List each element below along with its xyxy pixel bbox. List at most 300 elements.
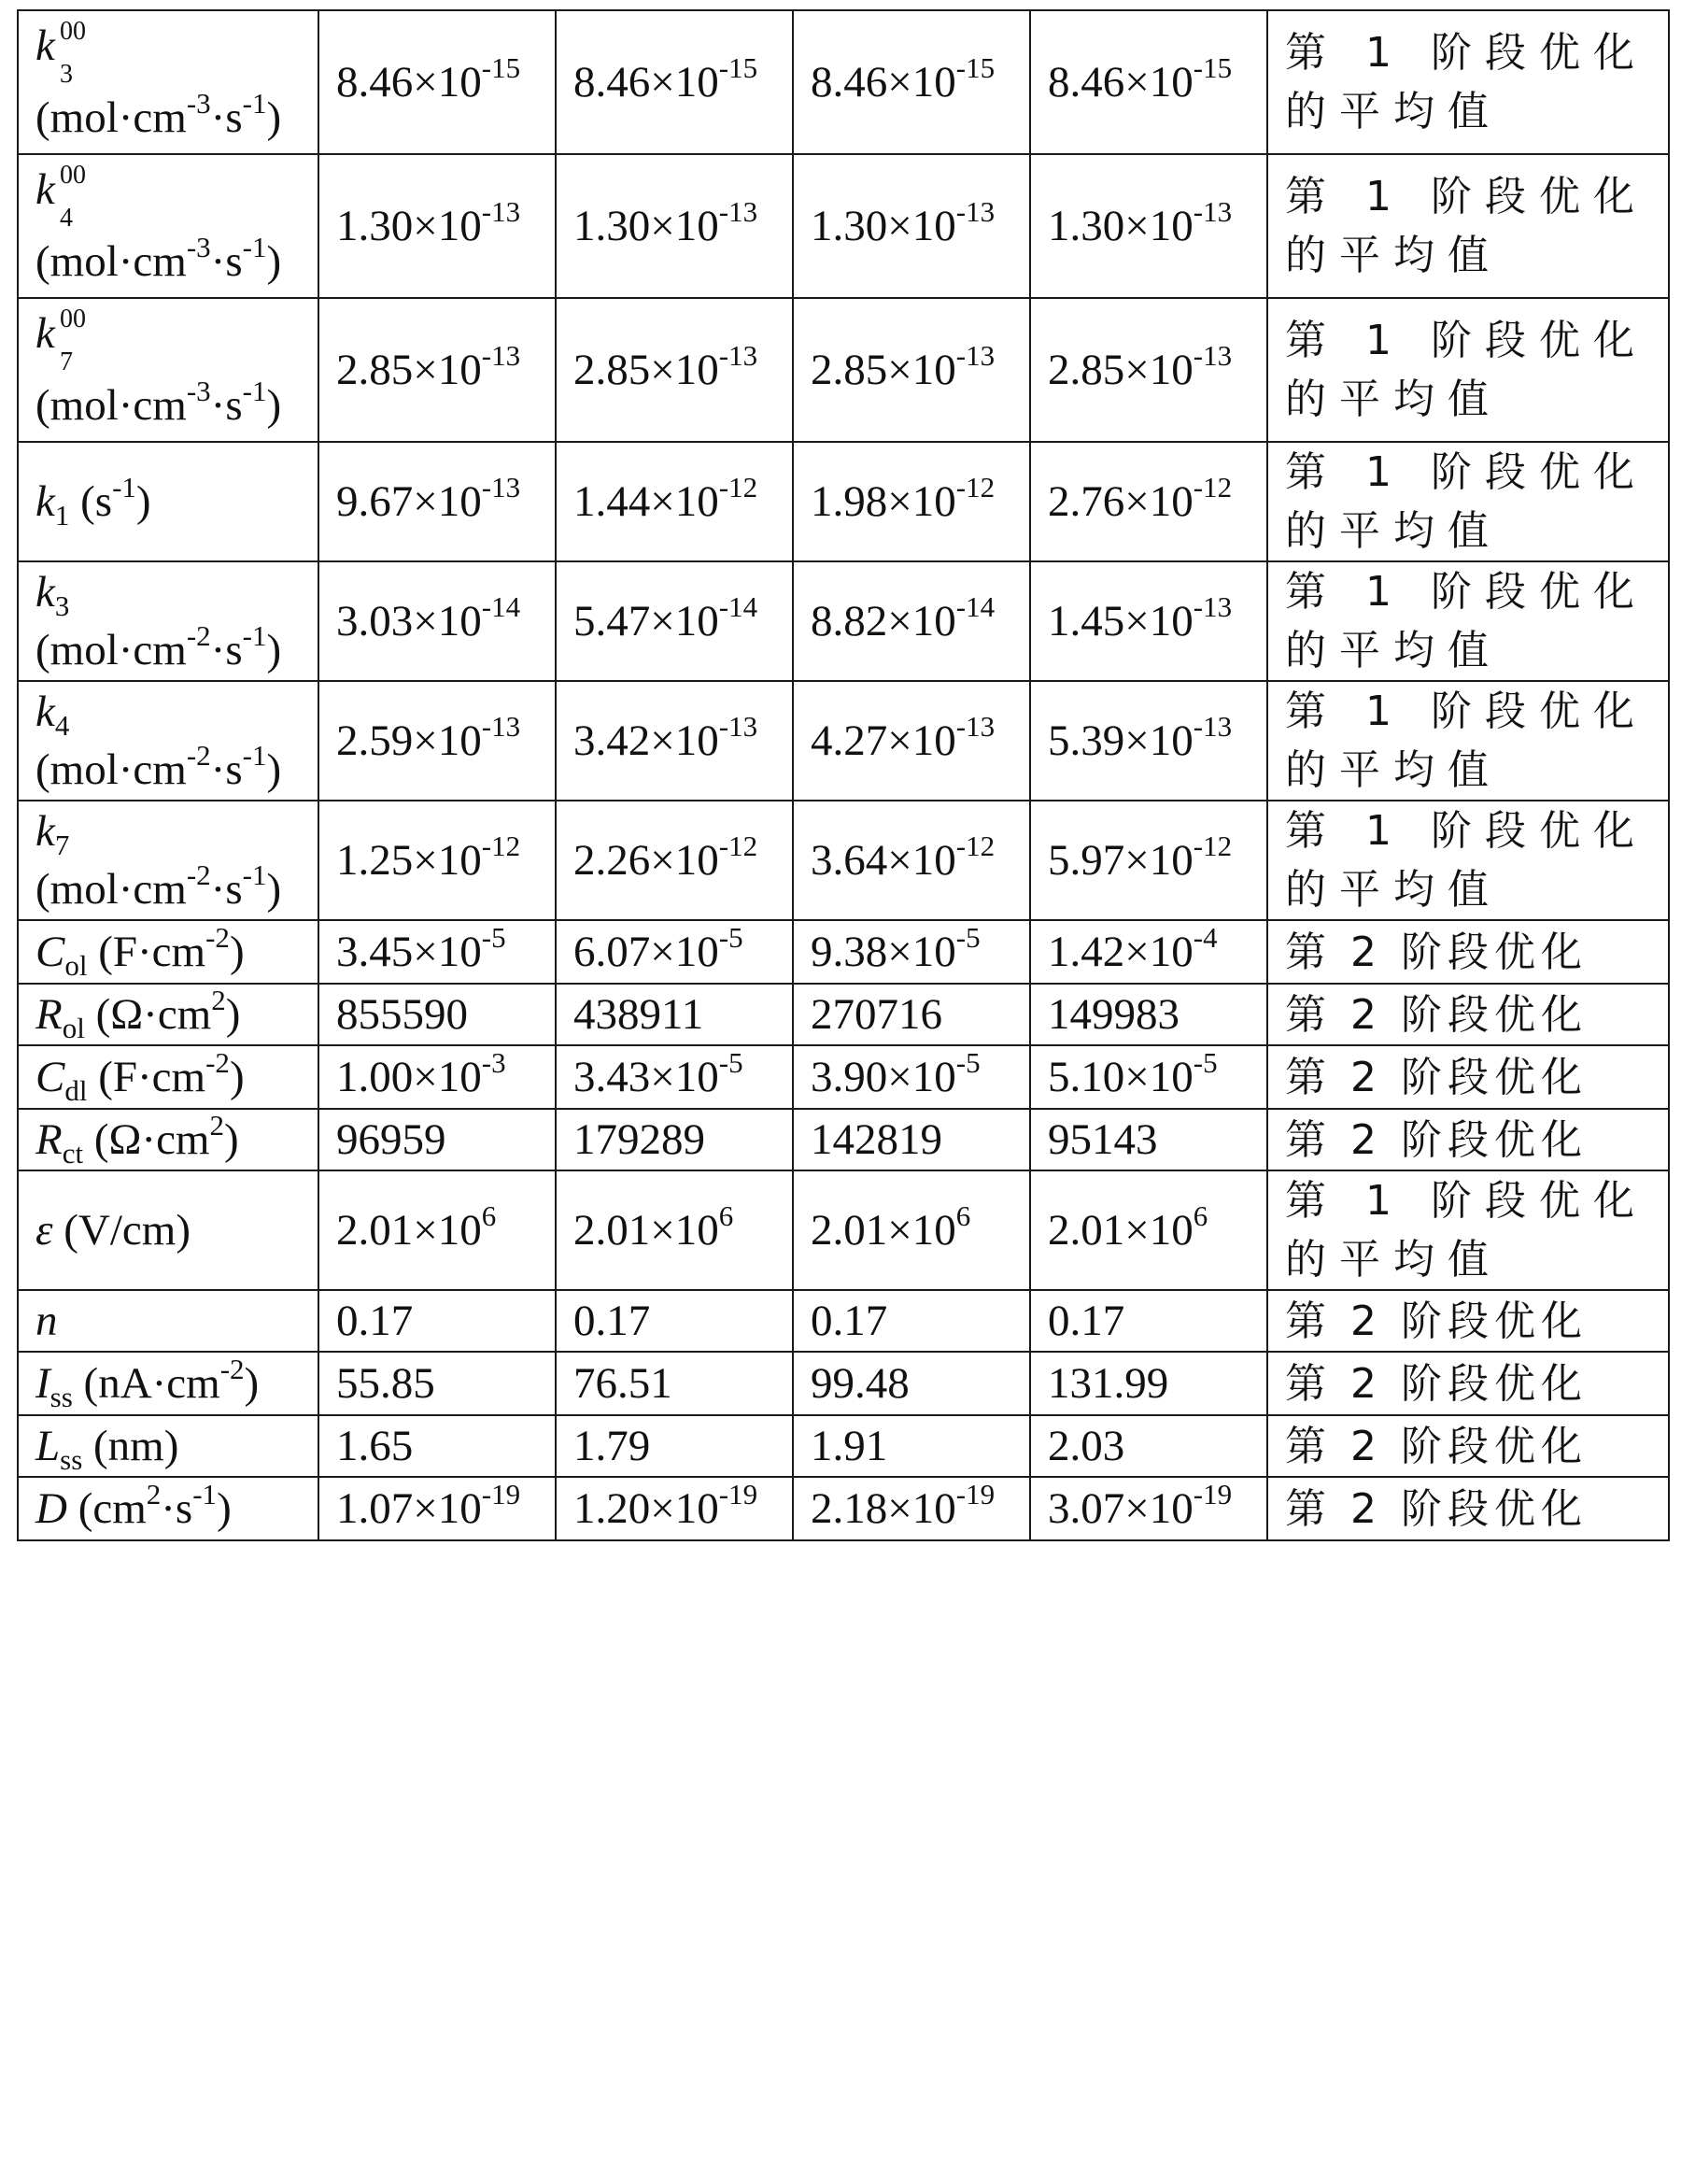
value-cell-2 — [556, 1170, 793, 1290]
parameter-unit: ·s — [210, 865, 243, 914]
value-exponent: -19 — [481, 1478, 521, 1510]
table-row — [18, 984, 1669, 1045]
value-mantissa: 149983 — [1048, 990, 1180, 1039]
value-cell-4 — [1030, 154, 1267, 298]
value-mantissa: 3.43×10 — [573, 1053, 719, 1101]
unit-exponent: -1 — [242, 739, 267, 772]
value-mantissa: 5.47×10 — [573, 597, 719, 645]
value-mantissa: 1.42×10 — [1048, 928, 1194, 976]
value-cell-3 — [793, 10, 1030, 154]
parameter-unit: (s — [69, 477, 113, 526]
parameter-unit: (mol·cm — [35, 381, 187, 430]
value-exponent: -13 — [1193, 339, 1233, 372]
value-mantissa: 5.39×10 — [1048, 716, 1194, 765]
parameter-cell — [18, 1109, 318, 1170]
parameter-cell — [18, 1290, 318, 1352]
value-exponent: -13 — [955, 339, 996, 372]
unit-exponent: -1 — [242, 231, 267, 263]
value-exponent: -13 — [1193, 710, 1233, 743]
value-cell-1 — [318, 10, 556, 154]
value-mantissa: 5.10×10 — [1048, 1053, 1194, 1101]
value-mantissa: 1.98×10 — [811, 477, 956, 526]
value-cell-3 — [793, 1109, 1030, 1170]
table-row — [18, 1170, 1669, 1290]
value-mantissa: 8.46×10 — [1048, 58, 1194, 106]
value-mantissa: 3.03×10 — [336, 597, 482, 645]
parameter-unit: (Ω·cm — [83, 1115, 210, 1164]
parameter-symbol: D — [35, 1484, 67, 1533]
parameter-subscript: ol — [64, 949, 88, 982]
parameter-subscript: ss — [60, 1443, 83, 1476]
note-cell — [1267, 298, 1669, 442]
unit-exponent: -1 — [242, 619, 267, 652]
unit-exponent: -1 — [192, 1478, 218, 1510]
value-cell-2 — [556, 1415, 793, 1477]
value-mantissa: 2.01×10 — [811, 1206, 956, 1255]
value-mantissa: 1.30×10 — [336, 202, 482, 250]
value-cell-4 — [1030, 442, 1267, 561]
value-exponent: -5 — [718, 1046, 743, 1079]
value-mantissa: 2.01×10 — [1048, 1206, 1194, 1255]
note-cell — [1267, 154, 1669, 298]
value-exponent: -12 — [718, 830, 758, 862]
value-mantissa: 1.30×10 — [1048, 202, 1194, 250]
note-cell — [1267, 681, 1669, 801]
parameter-unit: (mol·cm — [35, 745, 187, 794]
value-exponent: -3 — [481, 1046, 506, 1079]
value-cell-3 — [793, 1290, 1030, 1352]
value-mantissa: 2.85×10 — [1048, 346, 1194, 394]
note-text: 第 2 阶段优化 — [1285, 1053, 1588, 1101]
unit-exponent: 2 — [146, 1478, 162, 1510]
note-text: 第 1 阶段优化的平均值 — [1285, 448, 1647, 555]
value-exponent: -13 — [481, 195, 521, 228]
value-cell-2 — [556, 1045, 793, 1109]
value-exponent: 6 — [955, 1199, 971, 1232]
parameter-cell — [18, 1352, 318, 1415]
value-exponent: -13 — [1193, 590, 1233, 623]
parameter-subscript: ct — [62, 1137, 84, 1170]
parameter-letter: k — [35, 309, 55, 358]
value-mantissa: 8.46×10 — [336, 58, 482, 106]
value-cell-1 — [318, 920, 556, 984]
unit-exponent: -1 — [242, 858, 267, 891]
value-mantissa: 2.85×10 — [811, 346, 956, 394]
value-cell-4 — [1030, 1109, 1267, 1170]
value-cell-4 — [1030, 1352, 1267, 1415]
value-cell-3 — [793, 1045, 1030, 1109]
table-row — [18, 442, 1669, 561]
value-mantissa: 8.46×10 — [811, 58, 956, 106]
parameter-cell — [18, 1415, 318, 1477]
table-row — [18, 561, 1669, 681]
value-cell-3 — [793, 298, 1030, 442]
value-exponent: -13 — [1193, 195, 1233, 228]
value-exponent: -5 — [1193, 1046, 1218, 1079]
parameter-unit: (V/cm) — [52, 1206, 191, 1255]
value-mantissa: 1.79 — [573, 1422, 651, 1470]
note-cell — [1267, 920, 1669, 984]
value-cell-4 — [1030, 1415, 1267, 1477]
value-mantissa: 270716 — [811, 990, 942, 1039]
value-mantissa: 2.03 — [1048, 1422, 1125, 1470]
parameter-unit: ) — [135, 477, 151, 526]
unit-exponent: -3 — [186, 375, 211, 407]
value-mantissa: 1.07×10 — [336, 1484, 482, 1533]
parameter-symbol: ε — [35, 1206, 53, 1255]
value-cell-1 — [318, 801, 556, 920]
parameter-unit: ) — [266, 626, 282, 674]
value-mantissa: 2.76×10 — [1048, 477, 1194, 526]
value-mantissa: 2.85×10 — [336, 346, 482, 394]
parameter-unit: (mol·cm — [35, 237, 187, 286]
parameter-unit: (mol·cm — [35, 626, 187, 674]
note-cell — [1267, 442, 1669, 561]
parameter-subscript: 4 — [60, 204, 73, 233]
value-mantissa: 2.18×10 — [811, 1484, 956, 1533]
parameter-unit: ·s — [210, 93, 243, 142]
value-cell-2 — [556, 1352, 793, 1415]
value-mantissa: 2.01×10 — [573, 1206, 719, 1255]
note-cell — [1267, 1290, 1669, 1352]
value-mantissa: 9.67×10 — [336, 477, 482, 526]
parameter-unit: (F·cm — [87, 928, 206, 976]
note-cell — [1267, 1170, 1669, 1290]
value-exponent: -19 — [718, 1478, 758, 1510]
parameter-symbol: k — [35, 807, 55, 856]
value-exponent: -12 — [955, 830, 996, 862]
parameter-unit: ) — [224, 1115, 239, 1164]
value-mantissa: 3.42×10 — [573, 716, 719, 765]
unit-exponent: -3 — [186, 87, 211, 120]
parameter-unit: ·s — [210, 745, 243, 794]
value-mantissa: 55.85 — [336, 1359, 435, 1408]
value-cell-4 — [1030, 1477, 1267, 1540]
parameter-symbol: k — [35, 568, 55, 617]
note-text: 第 1 阶段优化的平均值 — [1285, 29, 1647, 135]
value-cell-3 — [793, 984, 1030, 1045]
unit-exponent: -2 — [205, 1046, 230, 1079]
value-cell-2 — [556, 984, 793, 1045]
note-cell — [1267, 1415, 1669, 1477]
value-cell-3 — [793, 1352, 1030, 1415]
parameter-unit: ·s — [210, 381, 243, 430]
value-mantissa: 1.44×10 — [573, 477, 719, 526]
value-cell-1 — [318, 681, 556, 801]
parameter-cell — [18, 561, 318, 681]
parameter-symbol: I — [35, 1359, 50, 1408]
value-cell-1 — [318, 1170, 556, 1290]
value-mantissa: 1.20×10 — [573, 1484, 719, 1533]
value-mantissa: 3.07×10 — [1048, 1484, 1194, 1533]
parameter-cell — [18, 154, 318, 298]
parameter-cell — [18, 984, 318, 1045]
value-mantissa: 1.25×10 — [336, 836, 482, 885]
parameter-symbol — [35, 305, 92, 376]
parameter-unit: (mol·cm — [35, 865, 187, 914]
parameter-letter: k — [35, 165, 55, 214]
value-mantissa: 1.45×10 — [1048, 597, 1194, 645]
value-mantissa: 2.01×10 — [336, 1206, 482, 1255]
value-exponent: -5 — [718, 921, 743, 954]
value-exponent: -15 — [955, 51, 996, 84]
table-row — [18, 801, 1669, 920]
value-mantissa: 142819 — [811, 1115, 942, 1164]
value-exponent: -5 — [955, 1046, 981, 1079]
value-exponent: 6 — [718, 1199, 734, 1232]
table-row — [18, 10, 1669, 154]
parameter-cell — [18, 1045, 318, 1109]
value-cell-2 — [556, 801, 793, 920]
unit-exponent: -1 — [242, 87, 267, 120]
value-mantissa: 3.45×10 — [336, 928, 482, 976]
table-row — [18, 154, 1669, 298]
value-mantissa: 131.99 — [1048, 1359, 1169, 1408]
value-mantissa: 6.07×10 — [573, 928, 719, 976]
parameter-table-body — [18, 10, 1669, 1540]
parameter-unit: (cm — [66, 1484, 147, 1533]
parameter-cell — [18, 1170, 318, 1290]
value-cell-2 — [556, 561, 793, 681]
value-mantissa: 855590 — [336, 990, 468, 1039]
value-cell-2 — [556, 1109, 793, 1170]
value-exponent: -13 — [955, 195, 996, 228]
note-cell — [1267, 1045, 1669, 1109]
value-exponent: -12 — [955, 471, 996, 503]
note-text: 第 2 阶段优化 — [1285, 1115, 1588, 1164]
parameter-subscript: 3 — [60, 60, 73, 89]
value-cell-4 — [1030, 681, 1267, 801]
parameter-unit: ) — [244, 1359, 260, 1408]
value-cell-1 — [318, 442, 556, 561]
table-row — [18, 1109, 1669, 1170]
value-exponent: -14 — [718, 590, 758, 623]
parameter-unit: ) — [229, 928, 245, 976]
parameter-subscript: 3 — [54, 589, 70, 622]
value-exponent: -13 — [481, 710, 521, 743]
unit-exponent: -2 — [186, 739, 211, 772]
note-text: 第 1 阶段优化的平均值 — [1285, 173, 1647, 279]
value-mantissa: 0.17 — [1048, 1297, 1125, 1345]
parameter-symbol — [35, 17, 92, 89]
unit-exponent: -2 — [205, 921, 230, 954]
value-exponent: -13 — [718, 339, 758, 372]
note-cell — [1267, 1109, 1669, 1170]
value-mantissa: 2.59×10 — [336, 716, 482, 765]
value-mantissa: 8.46×10 — [573, 58, 719, 106]
value-cell-2 — [556, 920, 793, 984]
table-row — [18, 681, 1669, 801]
parameter-unit: (F·cm — [87, 1053, 206, 1101]
value-cell-4 — [1030, 801, 1267, 920]
parameter-unit: (mol·cm — [35, 93, 187, 142]
parameter-unit: ) — [266, 745, 282, 794]
value-mantissa: 2.26×10 — [573, 836, 719, 885]
value-exponent: -12 — [718, 471, 758, 503]
note-text: 第 2 阶段优化 — [1285, 1422, 1588, 1470]
value-mantissa: 438911 — [573, 990, 704, 1039]
table-row — [18, 920, 1669, 984]
unit-exponent: -3 — [186, 231, 211, 263]
parameter-symbol: C — [35, 928, 65, 976]
value-cell-4 — [1030, 1290, 1267, 1352]
value-cell-3 — [793, 561, 1030, 681]
value-cell-2 — [556, 154, 793, 298]
value-exponent: -5 — [955, 921, 981, 954]
table-row — [18, 1352, 1669, 1415]
value-exponent: 6 — [481, 1199, 497, 1232]
value-exponent: -19 — [1193, 1478, 1233, 1510]
parameter-superscript: 00 — [60, 305, 86, 333]
value-cell-1 — [318, 1045, 556, 1109]
value-mantissa: 3.90×10 — [811, 1053, 956, 1101]
value-mantissa: 95143 — [1048, 1115, 1158, 1164]
value-cell-1 — [318, 1109, 556, 1170]
value-mantissa: 4.27×10 — [811, 716, 956, 765]
value-cell-2 — [556, 681, 793, 801]
note-cell — [1267, 1477, 1669, 1540]
value-cell-3 — [793, 1170, 1030, 1290]
table-row — [18, 1415, 1669, 1477]
note-text: 第 1 阶段优化的平均值 — [1285, 568, 1647, 674]
value-exponent: -13 — [955, 710, 996, 743]
value-cell-1 — [318, 1415, 556, 1477]
value-mantissa: 9.38×10 — [811, 928, 956, 976]
value-cell-3 — [793, 920, 1030, 984]
table-row — [18, 1477, 1669, 1540]
value-cell-4 — [1030, 10, 1267, 154]
value-cell-3 — [793, 442, 1030, 561]
value-cell-1 — [318, 154, 556, 298]
parameter-cell — [18, 10, 318, 154]
parameter-unit: ) — [266, 237, 282, 286]
value-mantissa: 96959 — [336, 1115, 446, 1164]
parameter-cell — [18, 442, 318, 561]
value-cell-4 — [1030, 984, 1267, 1045]
value-cell-1 — [318, 1477, 556, 1540]
value-exponent: -15 — [1193, 51, 1233, 84]
value-cell-2 — [556, 10, 793, 154]
value-cell-1 — [318, 298, 556, 442]
value-mantissa: 3.64×10 — [811, 836, 956, 885]
value-mantissa: 1.65 — [336, 1422, 414, 1470]
parameter-cell — [18, 920, 318, 984]
value-cell-1 — [318, 984, 556, 1045]
parameter-unit: (nm) — [82, 1422, 179, 1470]
parameter-unit: ·s — [161, 1484, 193, 1533]
value-exponent: -13 — [481, 339, 521, 372]
parameter-subscript: 7 — [60, 347, 73, 376]
note-text: 第 2 阶段优化 — [1285, 990, 1588, 1039]
value-cell-4 — [1030, 1170, 1267, 1290]
value-mantissa: 0.17 — [573, 1297, 651, 1345]
value-cell-4 — [1030, 1045, 1267, 1109]
value-cell-2 — [556, 1290, 793, 1352]
note-text: 第 1 阶段优化的平均值 — [1285, 688, 1647, 794]
parameter-cell — [18, 1477, 318, 1540]
value-exponent: -14 — [955, 590, 996, 623]
parameter-unit: ·s — [210, 626, 243, 674]
parameter-table — [17, 9, 1670, 1541]
value-exponent: -19 — [955, 1478, 996, 1510]
value-mantissa: 1.30×10 — [573, 202, 719, 250]
value-mantissa: 1.00×10 — [336, 1053, 482, 1101]
value-mantissa: 8.82×10 — [811, 597, 956, 645]
parameter-unit: (nA·cm — [72, 1359, 220, 1408]
note-text: 第 2 阶段优化 — [1285, 1359, 1588, 1408]
value-cell-3 — [793, 801, 1030, 920]
value-exponent: -4 — [1193, 921, 1218, 954]
value-exponent: -5 — [481, 921, 506, 954]
parameter-unit: ) — [266, 381, 282, 430]
value-cell-4 — [1030, 920, 1267, 984]
unit-exponent: 2 — [209, 1109, 224, 1142]
parameter-subscript: 1 — [54, 499, 70, 532]
value-exponent: -15 — [718, 51, 758, 84]
value-cell-3 — [793, 681, 1030, 801]
parameter-unit: ) — [229, 1053, 245, 1101]
note-text: 第 1 阶段优化的平均值 — [1285, 807, 1647, 914]
parameter-cell — [18, 298, 318, 442]
value-exponent: -13 — [481, 471, 521, 503]
parameter-symbol: k — [35, 477, 55, 526]
note-cell — [1267, 801, 1669, 920]
value-cell-2 — [556, 442, 793, 561]
parameter-unit: ) — [225, 990, 241, 1039]
value-cell-3 — [793, 154, 1030, 298]
value-mantissa: 179289 — [573, 1115, 705, 1164]
unit-exponent: -2 — [219, 1353, 245, 1385]
table-row — [18, 298, 1669, 442]
parameter-unit: (Ω·cm — [84, 990, 212, 1039]
parameter-symbol: L — [35, 1422, 61, 1470]
value-mantissa: 2.85×10 — [573, 346, 719, 394]
parameter-symbol: n — [35, 1297, 58, 1345]
parameter-unit: ·s — [210, 237, 243, 286]
value-exponent: -13 — [718, 710, 758, 743]
value-exponent: -12 — [481, 830, 521, 862]
note-cell — [1267, 561, 1669, 681]
value-exponent: -15 — [481, 51, 521, 84]
value-cell-4 — [1030, 298, 1267, 442]
parameter-unit: ) — [217, 1484, 232, 1533]
value-cell-1 — [318, 1352, 556, 1415]
parameter-superscript: 00 — [60, 17, 86, 46]
note-cell — [1267, 984, 1669, 1045]
value-cell-1 — [318, 561, 556, 681]
parameter-symbol: k — [35, 688, 55, 736]
value-cell-2 — [556, 1477, 793, 1540]
value-mantissa: 0.17 — [336, 1297, 414, 1345]
unit-exponent: -2 — [186, 619, 211, 652]
parameter-superscript: 00 — [60, 161, 86, 190]
note-cell — [1267, 1352, 1669, 1415]
parameter-cell — [18, 801, 318, 920]
value-mantissa: 5.97×10 — [1048, 836, 1194, 885]
parameter-symbol: C — [35, 1053, 65, 1101]
value-exponent: -12 — [1193, 471, 1233, 503]
value-exponent: -13 — [718, 195, 758, 228]
table-row — [18, 1045, 1669, 1109]
value-cell-4 — [1030, 561, 1267, 681]
parameter-unit: ) — [266, 93, 282, 142]
unit-exponent: -1 — [242, 375, 267, 407]
value-exponent: -14 — [481, 590, 521, 623]
note-text: 第 1 阶段优化的平均值 — [1285, 1177, 1647, 1283]
value-mantissa: 1.30×10 — [811, 202, 956, 250]
parameter-symbol: R — [35, 1115, 63, 1164]
unit-exponent: -2 — [186, 858, 211, 891]
